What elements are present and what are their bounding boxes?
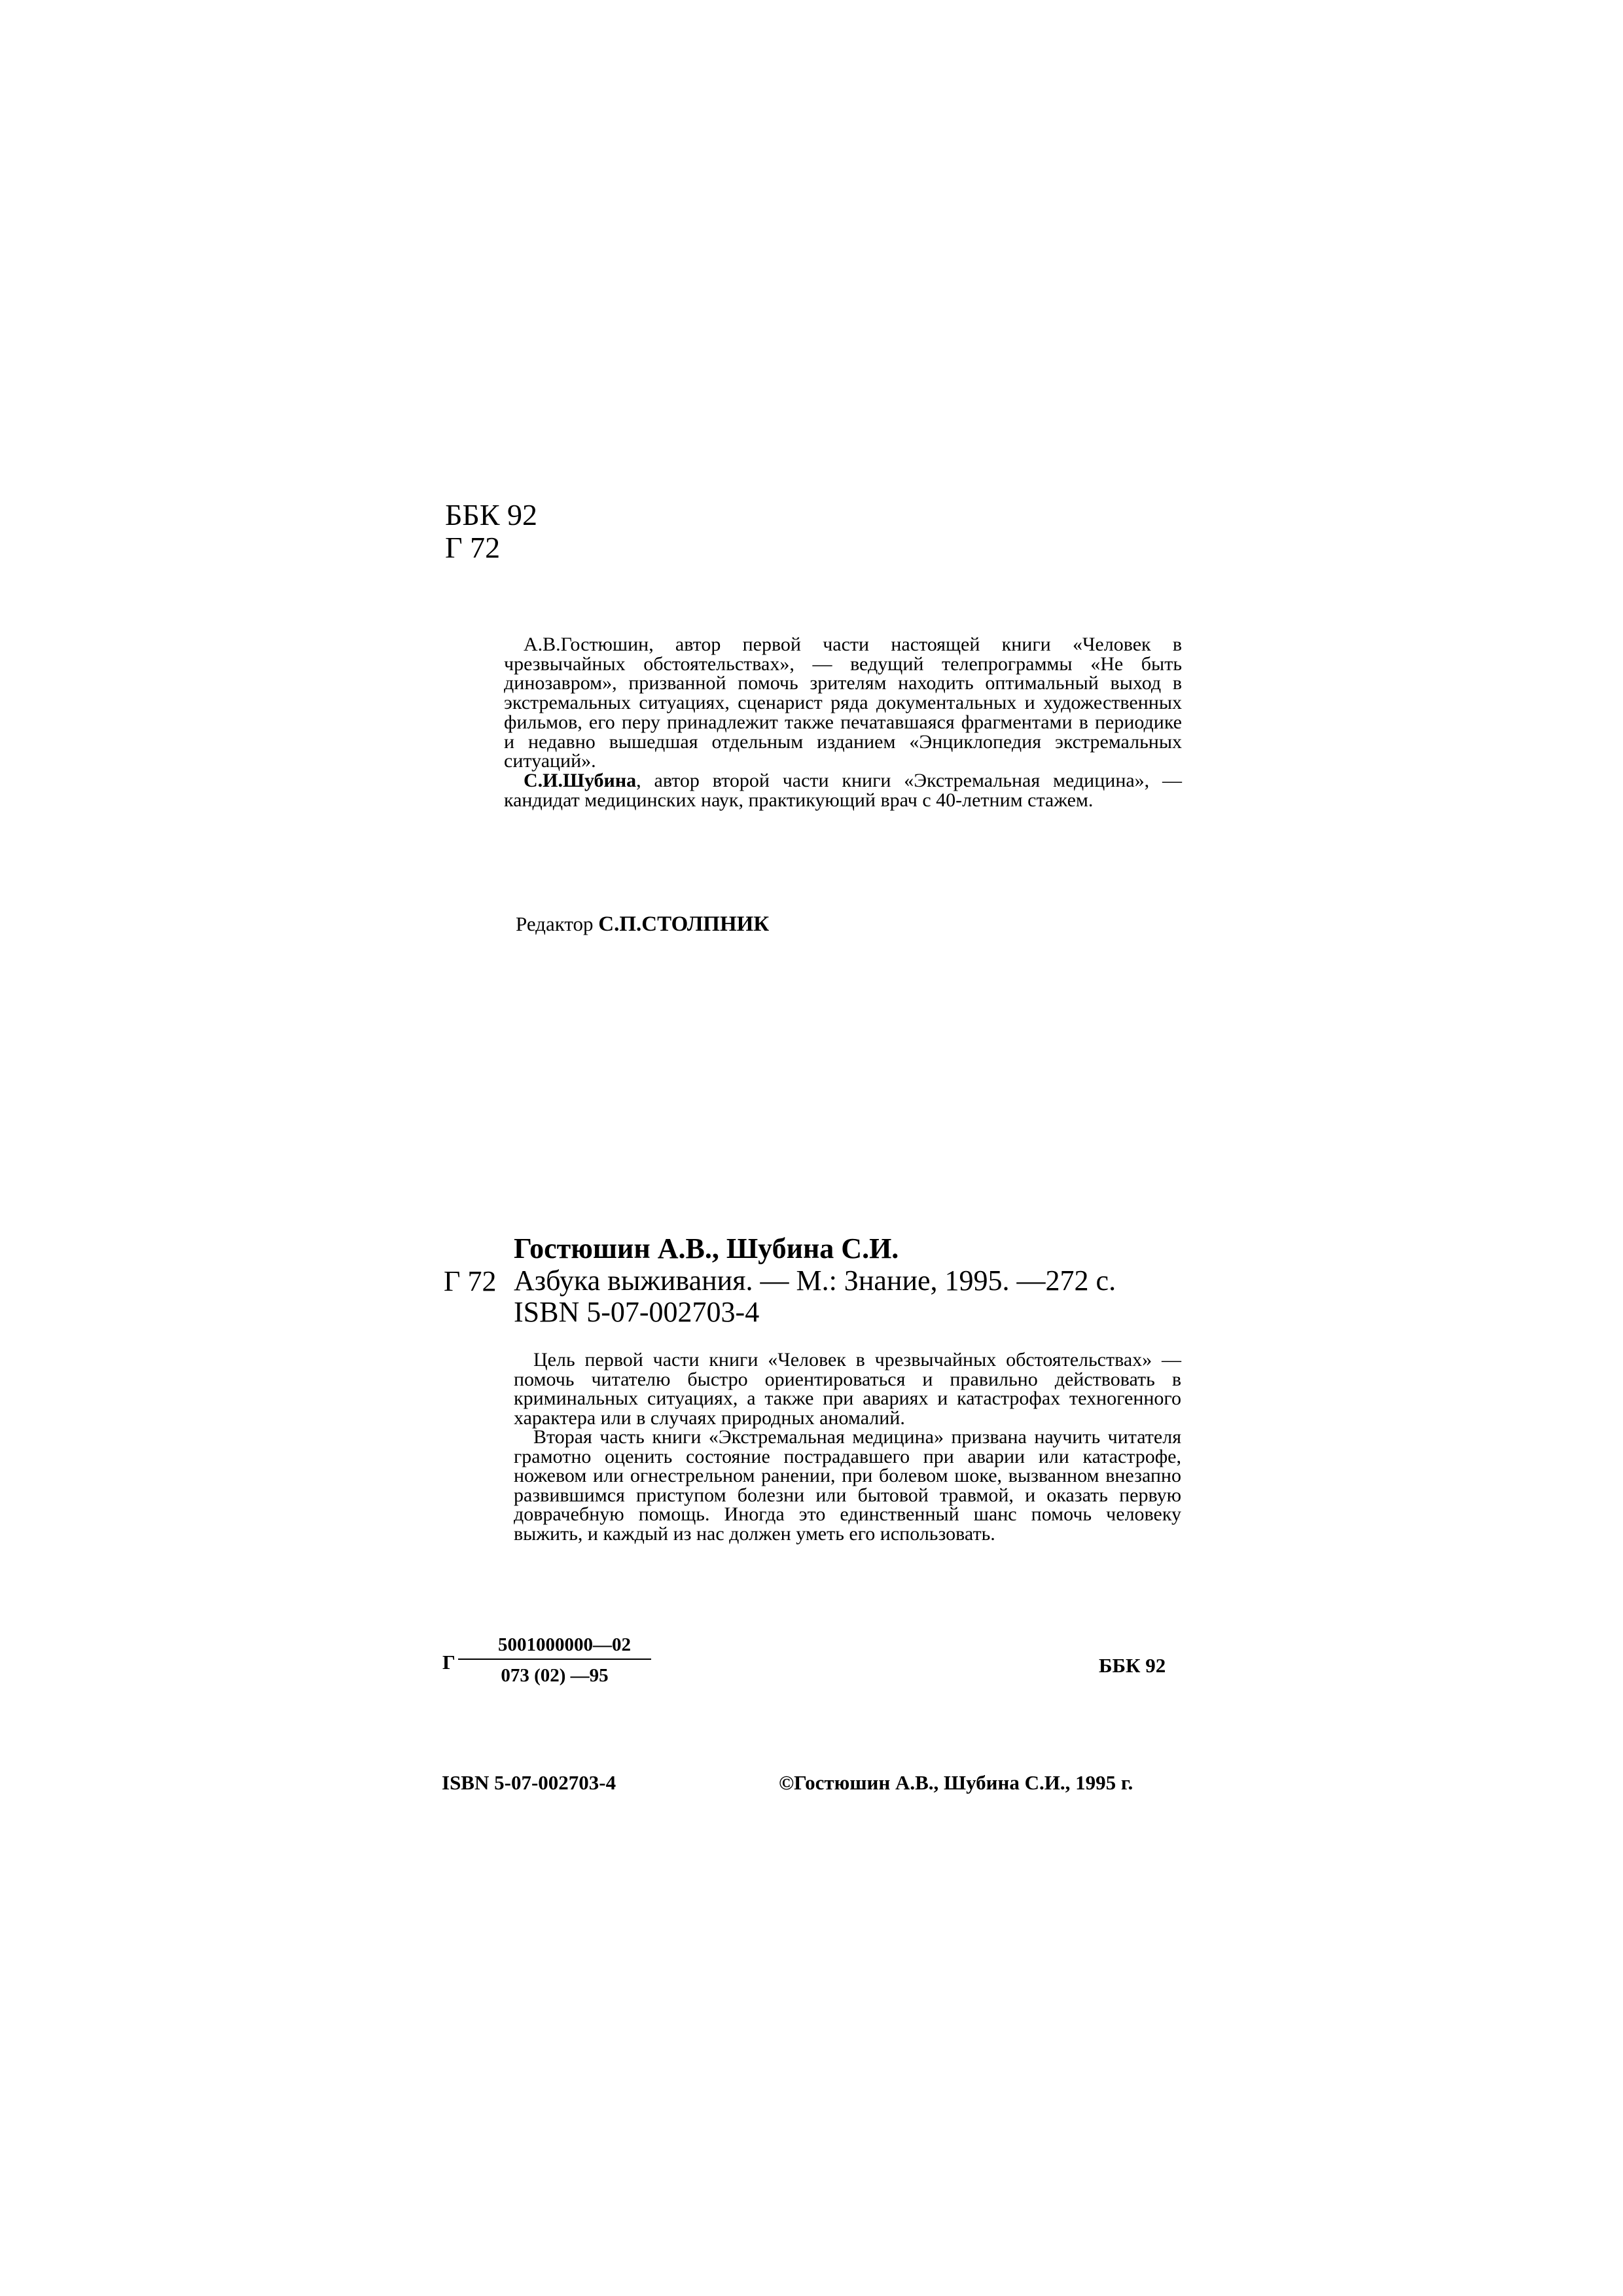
copyright-text: ©Гостюшин А.В., Шубина С.И., 1995 г. [779, 1771, 1133, 1794]
bio-paragraph-1 [504, 635, 1182, 771]
author2-text: , автор второй части книги «Экстремальная медицина», — кандидат медицинских наук, практикующий врач с 40-летним стажем. [504, 769, 1182, 811]
isbn-footer: ISBN 5-07-002703-4 [442, 1771, 616, 1794]
annotation-paragraph-2: Вторая часть книги «Экстремальная медицина» призвана научить читателя грамотно оценить состояние пострадавшего при аварии или катастрофе, ножевом или огнестрельном ранении, при болевом шоке, вызванном внезапно развившимся приступом болезни или бытовой травмой, и оказать первую доврачебную помощь. Иногда это единственный шанс помочь человеку выжить, и каждый из нас должен уметь его использовать. [514, 1426, 1181, 1545]
catalog-authors: Гостюшин А.В., Шубина С.И. [514, 1232, 899, 1265]
editor-name: С.П.СТОЛПНИК [598, 912, 770, 936]
bbk-header [445, 499, 537, 564]
code-denominator: 073 (02) —95 [501, 1665, 609, 1686]
editor-line [516, 912, 769, 937]
copyright [779, 1771, 1133, 1795]
annotation [514, 1350, 1181, 1543]
code-letter: Г [442, 1651, 455, 1674]
author1-text: , автор первой части настоящей книги «Человек в чрезвычайных обстоятельствах», — ведущий телепрограммы «Не быть динозавром», призванной помочь зрителям находить оптимальный выход в экстремальных ситуациях, сценарист ряда документальных и художественных фильмов, его перу принадлежит также печатавшаяся фрагментами в периодике и недавно вышедшая отдельным изданием «Энциклопедия экстремальных ситуаций». [504, 634, 1182, 772]
fraction-line [458, 1659, 651, 1660]
author2-name: С.И.Шубина [524, 769, 637, 791]
catalog-index: Г 72 [444, 1265, 497, 1297]
author1-name: А.В.Гостюшин [524, 634, 649, 655]
author-index: Г 72 [445, 531, 501, 564]
catalog-title: Азбука выживания. — М.: Знание, 1995. —272 с. [514, 1264, 1116, 1297]
bbk-code: ББК 92 [445, 498, 538, 531]
catalog-isbn: ISBN 5-07-002703-4 [514, 1296, 760, 1328]
code-fraction [458, 1634, 651, 1687]
authors-bio [504, 635, 1182, 810]
annotation-paragraph-1: Цель первой части книги «Человек в чрезвычайных обстоятельствах» — помочь читателю быстро ориентироваться и правильно действовать в криминальных ситуациях, а также при авариях и катастрофах техногенного характера или в случаях природных аномалий. [514, 1349, 1181, 1429]
bio-paragraph-2 [504, 771, 1182, 810]
editor-label: Редактор [516, 912, 594, 935]
bbk-code-bottom: ББК 92 [1099, 1654, 1166, 1677]
catalog-entry [514, 1233, 1116, 1329]
code-numerator: 5001000000—02 [498, 1634, 631, 1655]
